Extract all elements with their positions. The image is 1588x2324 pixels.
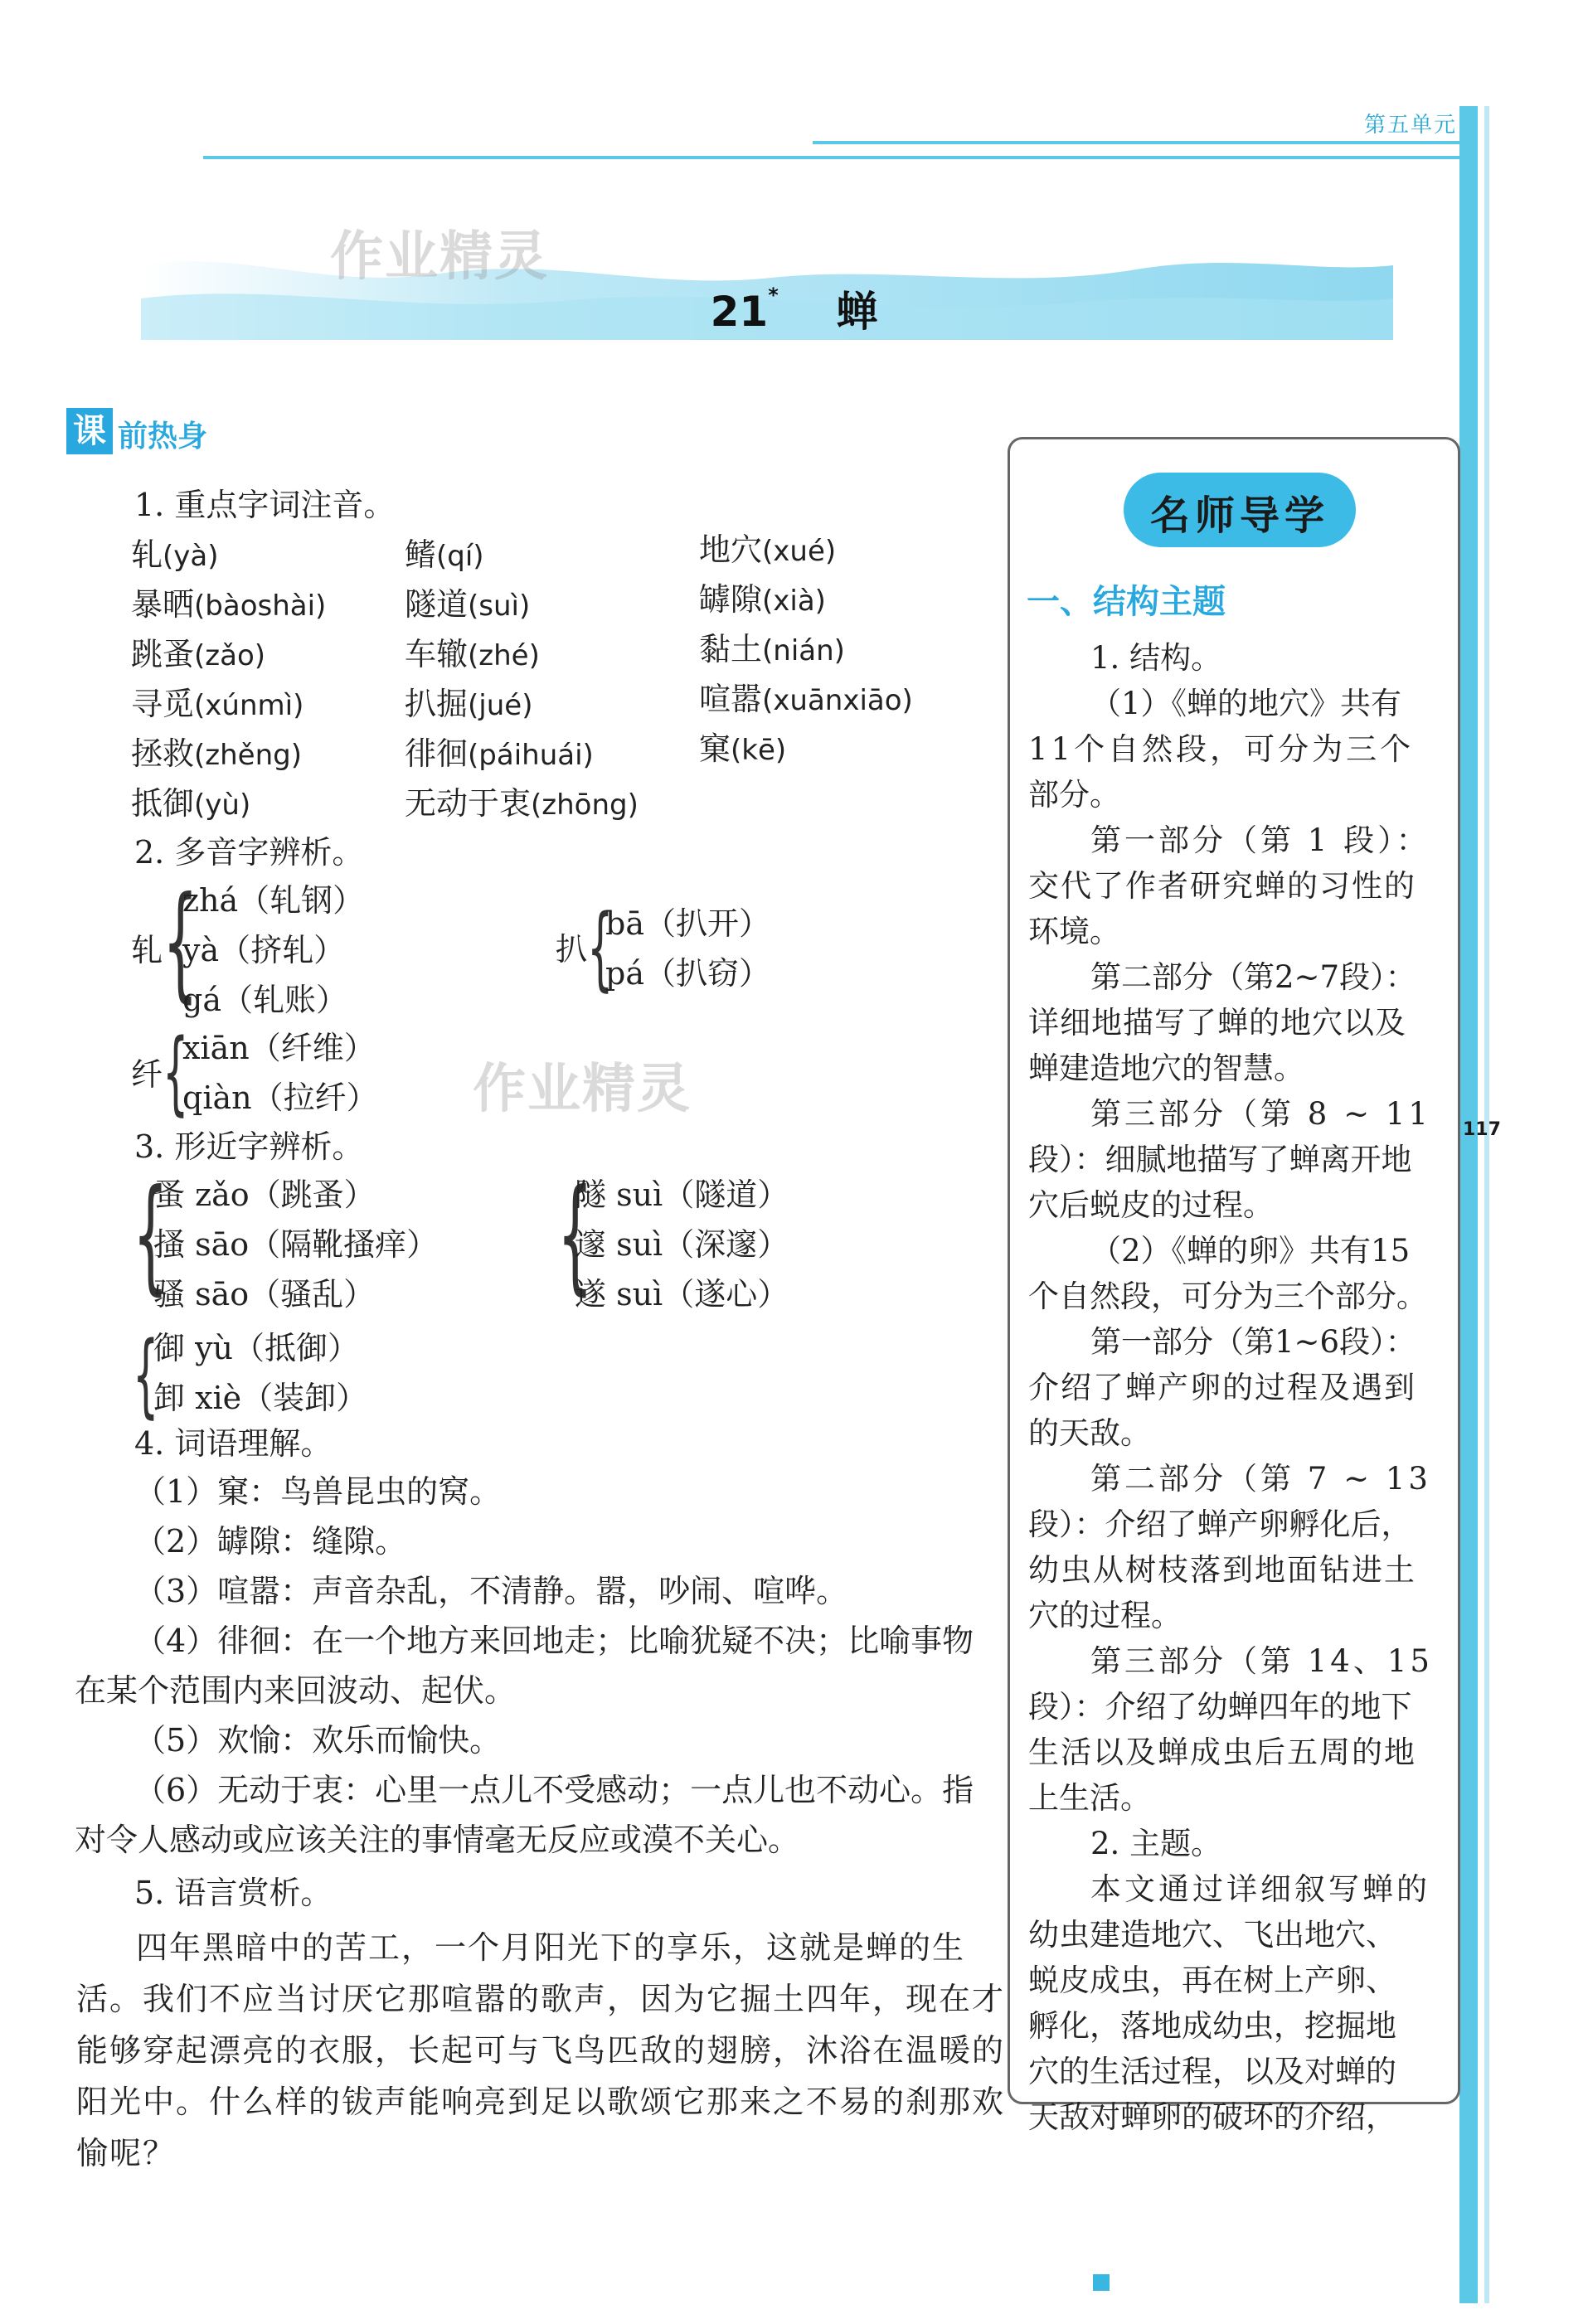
guide-line: 穴后蜕皮的过程。 — [1028, 1187, 1274, 1223]
brace-ya: { — [163, 871, 198, 1015]
vocab-item: 鳍(qí) — [405, 536, 484, 573]
q2-title: 2. 多音字辨析。 — [134, 834, 364, 871]
brace-qian: { — [163, 1019, 189, 1125]
polyphone-list-ya — [182, 875, 364, 1024]
q1-title: 1. 重点字词注音。 — [134, 487, 396, 523]
guide-line: 第二部分（第2~7段）： — [1090, 959, 1416, 995]
watermark: 作业精灵 — [473, 1059, 692, 1120]
definition-line: （2）罅隙：缝隙。 — [134, 1523, 407, 1560]
vocab-item: 轧(yà) — [131, 536, 219, 573]
guide-line: 段）：介绍了蝉产卵孵化后， — [1028, 1506, 1412, 1542]
passage-line: 愉呢？ — [76, 2135, 177, 2171]
watermark: 作业精灵 — [330, 226, 549, 288]
guide-line: 穴的过程。 — [1028, 1598, 1182, 1633]
vocab-item: 拯救(zhěng) — [131, 735, 302, 772]
vocab-item: 窠(kē) — [699, 730, 787, 767]
guide-line: 交代了作者研究蝉的习性的 — [1028, 868, 1416, 904]
polyphone-item: yà（挤轧） — [182, 932, 346, 968]
vocab-item: 地穴(xué) — [699, 531, 837, 568]
brace-g2: { — [557, 1163, 593, 1308]
vocab-item: 黏土(nián) — [699, 631, 845, 667]
teacher-guide-subtitle: 一、结构主题 — [1027, 583, 1226, 621]
guide-line: 详细地描写了蝉的地穴以及 — [1028, 1005, 1406, 1041]
lesson-number: 21 — [710, 288, 769, 336]
guide-line: 天敌对蝉卵的破坏的介绍， — [1028, 2099, 1396, 2135]
guide-line: 1. 结构。 — [1090, 640, 1222, 676]
polyphone-item: xiān（纤维） — [182, 1030, 376, 1066]
page-number: 117 — [1463, 1119, 1501, 1140]
polyphone-item: qiàn（拉纤） — [182, 1080, 378, 1116]
header-rule-top — [813, 141, 1476, 144]
guide-line: 介绍了蝉产卵的过程及遇到 — [1028, 1370, 1416, 1405]
guide-line: 第三部分（第 14、15 — [1090, 1643, 1433, 1679]
lesson-name: 蝉 — [836, 288, 878, 336]
guide-line: 第二部分（第 7 ~ 13 — [1090, 1461, 1431, 1497]
brace-g1: { — [133, 1163, 168, 1308]
polyphone-item: gá（轧账） — [182, 982, 347, 1018]
similar-char-item: 遂 suì（遂心） — [575, 1276, 789, 1312]
q5-passage — [76, 1922, 1005, 2179]
guide-line: 穴的生活过程，以及对蝉的 — [1028, 2054, 1396, 2089]
guide-line: 第一部分（第 1 段）： — [1090, 822, 1430, 858]
definition-line: （5）欢愉：欢乐而愉快。 — [134, 1722, 502, 1759]
definition-line: （1）窠：鸟兽昆虫的窝。 — [134, 1473, 502, 1510]
q1-col2 — [405, 529, 639, 827]
polyphone-item: zhá（轧钢） — [182, 882, 365, 919]
definition-line: （3）喧嚣：声音杂乱，不清静。嚣，吵闹、喧哗。 — [134, 1573, 848, 1609]
guide-line: 生活以及蝉成虫后五周的地 — [1028, 1735, 1416, 1770]
passage-line: 阳光中。什么样的钹声能响亮到足以歌颂它那来之不易的刹那欢 — [76, 2084, 1006, 2120]
guide-line: 上生活。 — [1028, 1780, 1151, 1816]
guide-line: 蝉建造地穴的智慧。 — [1028, 1050, 1304, 1086]
vocab-item: 扒掘(jué) — [405, 686, 533, 722]
vocab-item: 无动于衷(zhōng) — [405, 785, 639, 822]
vocab-item: 暴晒(bàoshài) — [131, 586, 327, 623]
polyphone-list-pa — [605, 898, 770, 997]
vocab-item: 罅隙(xià) — [699, 581, 826, 618]
similar-char-item: 邃 suì（深邃） — [575, 1226, 789, 1263]
definition-line: 对令人感动或应该关注的事情毫无反应或漠不关心。 — [75, 1822, 800, 1858]
similar-char-group-1 — [153, 1169, 438, 1318]
guide-line: 第一部分（第1~6段）： — [1090, 1324, 1416, 1360]
similar-char-group-2 — [575, 1169, 789, 1318]
bottom-marker — [1093, 2274, 1110, 2291]
similar-char-item: 骚 sāo（骚乱） — [153, 1276, 376, 1312]
passage-line: 能够穿起漂亮的衣服，长起可与飞鸟匹敌的翅膀，沐浴在温暖的 — [76, 2032, 1006, 2069]
vocab-item: 隧道(suì) — [405, 586, 531, 623]
guide-line: 环境。 — [1028, 914, 1120, 949]
q4-items — [75, 1466, 1003, 1864]
guide-line: 段）：介绍了幼蝉四年的地下 — [1028, 1689, 1412, 1725]
definition-line: 在某个范围内来回波动、起伏。 — [75, 1672, 517, 1709]
guide-line: （2）《蝉的卵》共有15 — [1090, 1233, 1411, 1269]
vocab-item: 车辙(zhé) — [405, 636, 540, 672]
q5-title: 5. 语言赏析。 — [134, 1875, 333, 1911]
guide-line: （1）《蝉的地穴》共有 — [1090, 686, 1402, 721]
vocab-item: 喧嚣(xuānxiāo) — [699, 681, 913, 717]
similar-char-group-3 — [153, 1322, 367, 1422]
similar-char-item: 蚤 zǎo（跳蚤） — [153, 1177, 376, 1213]
header-rule — [203, 156, 1476, 159]
passage-line: 四年黑暗中的苦工，一个月阳光下的享乐，这就是蝉的生 — [136, 1929, 966, 1966]
vocab-item: 寻觅(xúnmì) — [131, 686, 304, 722]
vocab-item: 徘徊(páihuái) — [405, 735, 594, 772]
guide-line: 的天敌。 — [1028, 1415, 1151, 1451]
section-icon-box: 课 — [66, 408, 113, 454]
q1-col3 — [699, 524, 913, 773]
brace-g3: { — [133, 1322, 159, 1428]
guide-line: 部分。 — [1028, 777, 1120, 813]
guide-line: 11个自然段，可分为三个 — [1028, 731, 1415, 767]
guide-line: 蜕皮成虫，再在树上产卵、 — [1028, 1963, 1396, 1998]
guide-line: 2. 主题。 — [1090, 1826, 1222, 1861]
similar-char-item: 搔 sāo（隔靴搔痒） — [153, 1226, 439, 1263]
polyphone-list-qian — [182, 1022, 378, 1122]
lesson-title — [0, 279, 1588, 338]
passage-line: 活。我们不应当讨厌它那喧嚣的歌声，因为它掘土四年，现在才 — [76, 1981, 1006, 2017]
guide-line: 孵化，落地成幼虫，挖掘地 — [1028, 2008, 1396, 2044]
polyphone-char-ya: 轧 — [131, 932, 163, 968]
guide-line: 个自然段，可分为三个部分。 — [1028, 1278, 1427, 1314]
similar-char-item: 御 yù（抵御） — [153, 1330, 360, 1366]
polyphone-char-pa: 扒 — [556, 931, 588, 968]
definition-line: （4）徘徊：在一个地方来回地走；比喻犹疑不决；比喻事物 — [134, 1623, 974, 1659]
unit-label: 第五单元 — [1364, 113, 1458, 138]
polyphone-char-qian: 纤 — [131, 1056, 163, 1093]
polyphone-item: pá（扒窃） — [605, 955, 770, 992]
guide-line: 第三部分（第 8 ~ 11 — [1090, 1096, 1431, 1132]
similar-char-item: 隧 suì（隧道） — [575, 1177, 789, 1213]
page-edge-bar-inner — [1484, 106, 1489, 2303]
teacher-guide-body — [1028, 635, 1443, 2140]
vocab-item: 抵御(yù) — [131, 785, 251, 822]
similar-char-item: 卸 xiè（装卸） — [153, 1380, 368, 1416]
brace-pa: { — [587, 895, 614, 1001]
guide-line: 段）：细腻地描写了蝉离开地 — [1028, 1142, 1412, 1177]
definition-line: （6）无动于衷：心里一点儿不受感动；一点儿也不动心。指 — [134, 1772, 974, 1808]
guide-line: 本文通过详细叙写蝉的 — [1090, 1871, 1430, 1907]
polyphone-item: bā（扒开） — [605, 905, 770, 942]
q3-title: 3. 形近字辨析。 — [134, 1128, 364, 1165]
q1-col1 — [131, 529, 326, 827]
q4-title: 4. 词语理解。 — [134, 1425, 333, 1462]
lesson-mark: * — [768, 284, 779, 307]
guide-line: 幼虫建造地穴、飞出地穴、 — [1028, 1917, 1396, 1953]
teacher-guide-title: 名师导学 — [1149, 492, 1329, 539]
section-title: 前热身 — [118, 420, 208, 454]
guide-line: 幼虫从树枝落到地面钻进土 — [1028, 1552, 1416, 1588]
page-edge-bar — [1459, 106, 1478, 2303]
vocab-item: 跳蚤(zǎo) — [131, 636, 266, 672]
